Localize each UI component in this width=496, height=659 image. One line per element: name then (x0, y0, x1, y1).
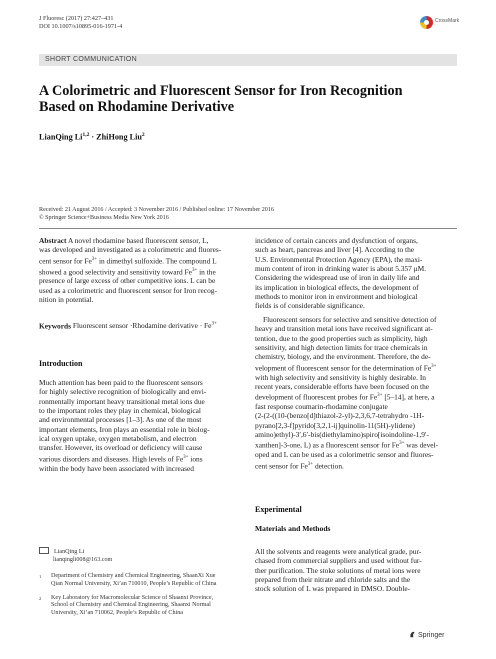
body-paragraph-1 (255, 236, 457, 311)
body-line: tention, due to the good properties such as simplicity, high (255, 333, 428, 343)
abstract-line: nition in potential. (39, 295, 94, 304)
corresponding-author (39, 546, 112, 565)
introduction-line: ical oxygen uptake, oxygen metabolism, and electron (39, 434, 197, 444)
abstract-block (39, 236, 241, 304)
affiliation-line: Department of Chemistry and Chemical Engineering, ShaanXi Xue (51, 573, 216, 579)
title-line-2: Based on Rhodamine Derivative (39, 99, 235, 115)
body-line: Considering the widespread use of iron in daily life and (255, 273, 420, 283)
crossmark-icon (420, 16, 433, 29)
body-line: pyrano[2,3-f]pyrido[3,2,1-ij]quinolin-11(5H)-ylidene) (255, 420, 416, 430)
body-line: fast response coumarin-rhodamine conjugate (255, 402, 388, 412)
journal-volume: J Fluoresc (2017) 27:427–431 (39, 15, 114, 22)
introduction-heading: Introduction (39, 359, 83, 368)
body-line: recent years, considerable efforts have been focused on the (255, 381, 430, 391)
introduction-line: important elements, Iron plays an essential role in biolog- (39, 424, 210, 434)
body-line: prepared from their nitrate and chloride salts and the (255, 575, 411, 585)
journal-doi[interactable]: DOI 10.1007/s10895-016-1971-4 (39, 23, 123, 30)
journal-citation (39, 15, 122, 31)
body-paragraph-2 (255, 315, 457, 470)
copyright-line: © Springer Science+Business Media New York 2016 (39, 215, 169, 221)
keywords-text: Fluorescent sensor ·Rhodamine derivative · $Fe^{3+}$ (72, 321, 217, 331)
springer-horse-icon (409, 631, 416, 638)
article-type-bar (39, 54, 457, 66)
body-line: chased from commercial suppliers and used without fur- (255, 556, 422, 566)
body-line: ther purification. The stoke solutions of metal ions were (255, 565, 421, 575)
author-separator: · (89, 132, 97, 142)
author-name[interactable]: ZhiHong Liu (96, 132, 142, 142)
body-line: incidence of certain cancers and dysfunction of organs, (255, 236, 418, 245)
affiliation-entry (39, 573, 244, 589)
publisher-logo (409, 631, 444, 639)
introduction-line: to the important roles they play in chemical, biological (39, 406, 201, 416)
article-title (39, 83, 469, 115)
affiliations (39, 573, 244, 618)
materials-heading: Materials and Methods (255, 524, 331, 533)
author-list (39, 132, 145, 142)
body-line: heavy and transition metal ions have received significant at- (255, 324, 433, 334)
title-line-1: A Colorimetric and Fluorescent Sensor for Iron Recognition (39, 83, 403, 99)
abstract-line: presence of large excess of other competitive ions. L can be (39, 276, 216, 286)
abstract-line: Abstract A novel rhodamine based fluorescent sensor, L, (39, 236, 209, 245)
corresponding-name: LianQing Li (54, 549, 85, 555)
affiliation-line: Qian Normal University, Xi’an 710010, People’s Republic of China (51, 580, 217, 587)
introduction-line: various disorders and diseases. High levels of $Fe^{3+}$ ions (39, 454, 203, 464)
article-type-label: SHORT COMMUNICATION (45, 56, 138, 63)
affiliation-line: University, Xi’an 710062, People’s Republic of China (51, 610, 183, 617)
abstract-line: cent sensor for $Fe^{3+}$ in dimethyl sulfoxide. The compound L (39, 256, 217, 266)
header-divider (39, 228, 457, 229)
affiliation-number: 1 (39, 574, 42, 579)
affiliation-line: Key Laboratory for Macromolecular Science of Shaanxi Province, (51, 594, 214, 601)
crossmark-badge[interactable] (420, 14, 464, 36)
author-affiliation-ref: 1,2 (82, 132, 90, 138)
body-line: xanthen]-3-one, L) as a fluorescent sensor for $Fe^{3+}$ was devel- (255, 440, 439, 450)
publisher-name: Springer (418, 632, 445, 639)
affiliation-line: School of Chemistry and Chemical Engineering, Shaanxi Normal (51, 602, 211, 609)
body-line: stock solution of L was prepared in DMSO. Double- (255, 584, 411, 594)
introduction-body (39, 378, 241, 473)
body-line: fields is of considerable significance. (255, 301, 365, 311)
body-line: All the solvents and reagents were analytical grade, pur- (255, 547, 422, 556)
body-line: mum content of iron in drinking water is about 5.357 μM. (255, 264, 427, 274)
abstract-line: was developed and investigated as a colorimetric and fluores- (39, 245, 222, 255)
body-line: with high selectivity and sensitivity is highly desirable. In (255, 372, 426, 382)
body-line: U.S. Environmental Protection Agency (EPA), the maxi- (255, 254, 423, 264)
abstract-line: used as a colorimetric and fluorescent sensor for Iron recog- (39, 285, 217, 295)
keywords-label: Keywords (39, 321, 72, 331)
body-line: sensitivity, and high detection limits for trace chemicals in (255, 343, 428, 353)
body-line: cent sensor for $Fe^{3+}$ detection. (255, 461, 344, 471)
affiliation-number: 2 (39, 595, 42, 601)
envelope-icon (39, 547, 49, 554)
body-paragraph-3 (255, 547, 457, 594)
body-line: its implication in biological effects, the development of (255, 282, 419, 292)
body-line: amino)ethyl)-3′,6′-bis(diethylamino)spiro[isoindoline-1,9′- (255, 430, 429, 440)
dates-line: Received: 21 August 2016 / Accepted: 3 November 2016 / Published online: 17 November 2016 (39, 207, 274, 213)
introduction-line: within the body have been associated with increased (39, 463, 194, 473)
body-line: chemistry, biology, and the environment. Therefore, the de- (255, 352, 431, 362)
author-affiliation-ref: 2 (141, 132, 145, 138)
body-line: velopment of fluorescent sensor for the determination of $Fe^{3+}$ (255, 363, 437, 373)
keywords-block (39, 320, 241, 331)
introduction-line: Much attention has been paid to the fluorescent sensors (39, 378, 203, 387)
affiliation-entry (39, 595, 244, 618)
body-line: such as heart, pancreas and liver [4]. According to the (255, 245, 415, 255)
introduction-line: and environmental processes [1–3]. As one of the most (39, 415, 202, 425)
introduction-line: transfer. However, its overload or deficiency will cause (39, 443, 203, 453)
body-line: (2-(2-((10-(benzo[d]thiazol-2-yl)-2,3,6,7-tetrahydro -1H- (255, 411, 425, 421)
body-line: oped and L can be used as a colorimetric sensor and fluores- (255, 450, 434, 460)
body-line: Fluorescent sensors for selective and sensitive detection of (263, 315, 437, 324)
author-name[interactable]: LianQing Li (39, 132, 83, 142)
abstract-line: showed a good selectivity and sensitivity toward $Fe^{3+}$ in the (39, 266, 216, 276)
body-line: development of fluorescent probes for $Fe^{3+}$ [5–14], at here, a (255, 392, 435, 402)
crossmark-label: CrossMark (435, 18, 460, 24)
body-line: methods to monitor iron in environment and biological (255, 292, 418, 302)
corresponding-email[interactable]: lianqingli008@163.com (53, 556, 113, 563)
introduction-line: ronmentally important heavy transitional metal ions due (39, 396, 205, 406)
publication-history (39, 206, 274, 222)
experimental-heading: Experimental (255, 505, 302, 514)
introduction-line: for highly selective recognition of biologically and envi- (39, 387, 207, 397)
